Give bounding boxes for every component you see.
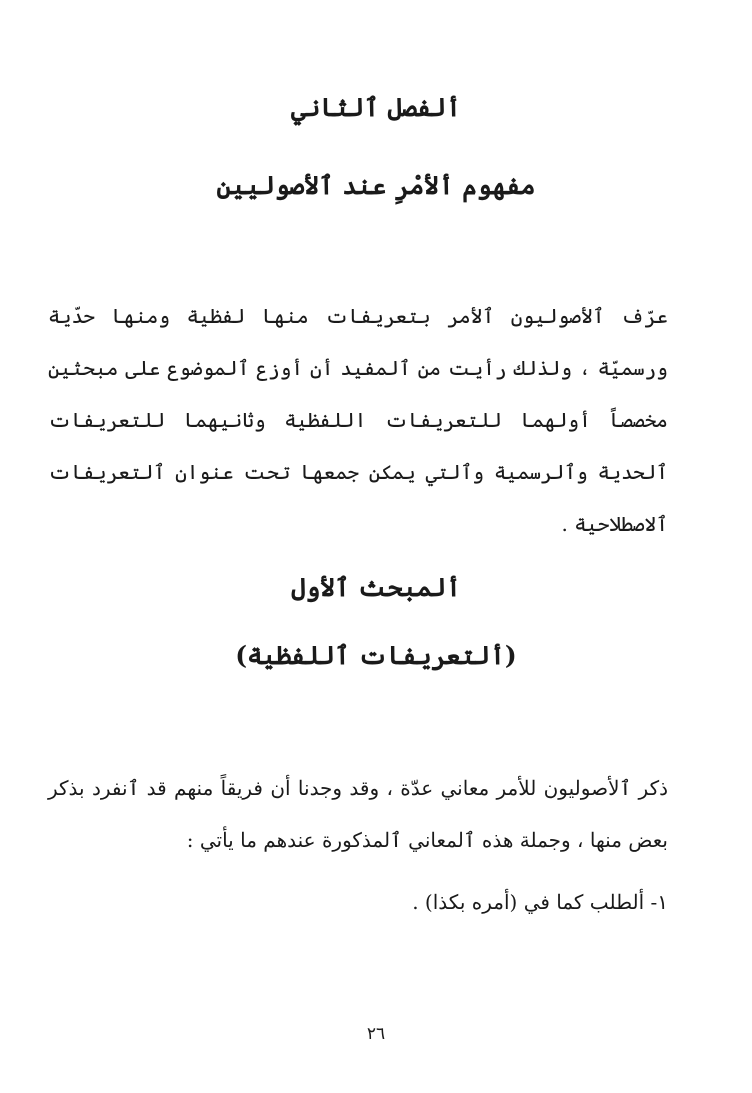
chapter-subtitle: مفهوم ألأمْرِ عند ٱلأصوليين	[216, 171, 536, 200]
intro-paragraph: عرّف ٱلأصوليون ٱلأمر بتعريفات منها لفظية ومنها حدّية ورسميّة ، ولذلك رأيت من ٱلمفيد أن أوزع ٱلموضوع على مبحثين مخصصاً أولهما للتعريفات اللفظية وثانيهما للتعريفات ٱلحدية وٱلرسمية وٱلتي يمكن جمعها تحت عنوان ٱلتعريفات ٱلاصطلاحية .	[48, 304, 668, 536]
section-subtitle: (ألتعريفات ٱللفظية)	[235, 641, 517, 670]
section-title: ألمبحث ٱلأول	[291, 573, 461, 602]
page-number: ٢٦	[366, 1024, 386, 1044]
list-item: ١- ألطلب كما في (أمره بكذا) .	[412, 890, 668, 914]
definitions-paragraph: ذكر ٱلأصوليون للأمر معاني عدّة ، وقد وجدنا أن فريقاً منهم قد ٱنفرد بذكر بعض منها ، وجملة هذه ٱلمعاني ٱلمذكورة عندهم ما يأتي :	[48, 776, 669, 852]
chapter-title: ألفصل ٱلثاني	[291, 93, 461, 122]
